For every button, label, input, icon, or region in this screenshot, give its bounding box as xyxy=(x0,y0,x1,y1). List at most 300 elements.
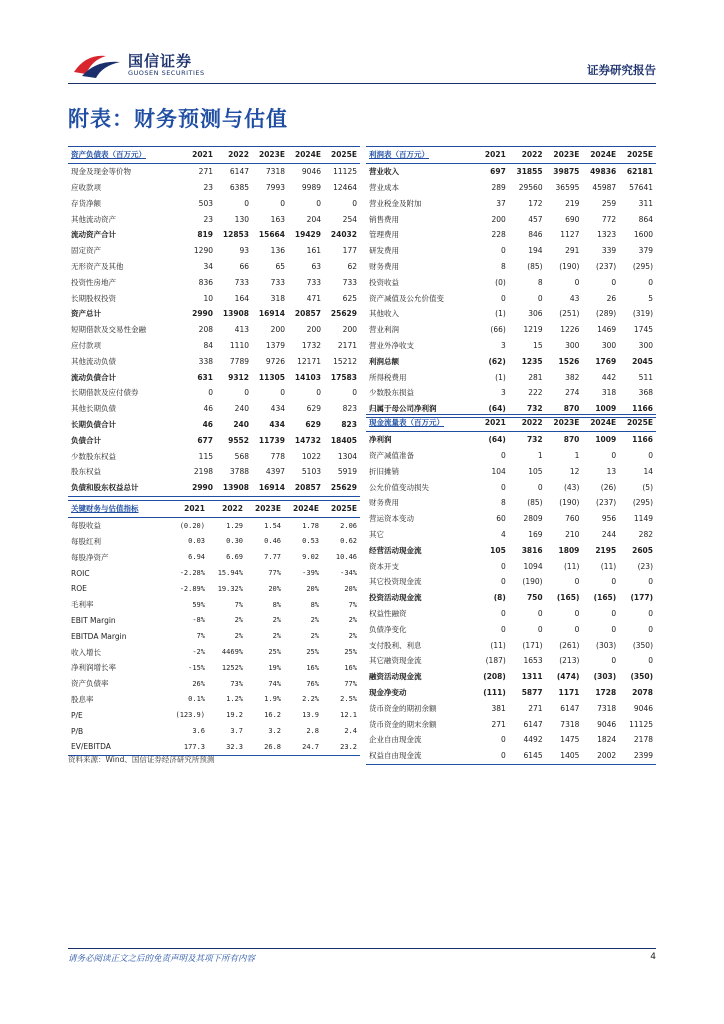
row-label: EBIT Margin xyxy=(71,615,116,625)
row-label: 毛利率 xyxy=(71,600,94,610)
cell-value: 7.77 xyxy=(264,553,281,562)
cell-value: 9552 xyxy=(228,435,249,445)
row-label: EBITDA Margin xyxy=(71,631,127,641)
cell-value: 2195 xyxy=(595,545,617,555)
cell-value: 36595 xyxy=(555,182,580,192)
cell-value: 0 xyxy=(574,277,580,287)
footer-disclaimer: 请务必阅读正文之后的免责声明及其项下所有内容 xyxy=(68,954,256,964)
table-title: 利润表（百万元） xyxy=(369,150,429,160)
cell-value: 0 xyxy=(574,608,580,618)
cell-value: 281 xyxy=(528,372,543,382)
cell-value: 2171 xyxy=(337,340,357,350)
cell-value: 0 xyxy=(501,735,506,745)
cell-value: 26 xyxy=(606,293,617,303)
table-row xyxy=(68,306,360,322)
cell-value: 300 xyxy=(565,340,580,350)
cell-value: 0 xyxy=(611,277,617,287)
cell-value: (474) xyxy=(556,672,580,682)
cell-value: 16% xyxy=(344,663,357,672)
table-row xyxy=(366,621,656,637)
cell-value: 49836 xyxy=(590,167,617,177)
cell-value: (261) xyxy=(559,640,580,650)
table-row xyxy=(68,322,360,338)
page-number: 4 xyxy=(650,952,656,962)
cell-value: 870 xyxy=(563,435,580,445)
cell-value: 5877 xyxy=(521,687,543,697)
row-label: 资产减值及公允价值变 xyxy=(369,293,444,303)
cell-value: 0 xyxy=(501,608,506,618)
cell-value: (303) xyxy=(593,672,617,682)
cell-value: 0 xyxy=(611,608,617,618)
table-row xyxy=(366,306,656,322)
cell-value: 2990 xyxy=(192,309,213,319)
row-label: 销售费用 xyxy=(369,214,399,224)
column-header: 2025E xyxy=(627,150,653,160)
table-row xyxy=(68,290,360,306)
cell-value: (5) xyxy=(642,482,653,492)
cell-value: 37 xyxy=(496,198,506,208)
table-row xyxy=(68,676,360,692)
cell-value: 2178 xyxy=(633,735,653,745)
cell-value: 733 xyxy=(270,277,285,287)
cell-value: 25% xyxy=(306,648,319,657)
cell-value: 0 xyxy=(501,561,506,571)
row-label: 其他流动资产 xyxy=(71,214,116,224)
cell-value: 1235 xyxy=(521,356,543,366)
key-indicators-table xyxy=(68,500,360,756)
table-header-row xyxy=(68,501,360,518)
cell-value: 2% xyxy=(348,632,357,641)
row-label: EV/EBITDA xyxy=(71,742,111,752)
table-row xyxy=(366,574,656,590)
cell-value: 1.29 xyxy=(226,521,243,530)
table-row xyxy=(68,581,360,597)
cell-value: 1.54 xyxy=(264,521,281,530)
table-header-row xyxy=(366,415,656,432)
cell-value: 0 xyxy=(537,624,543,634)
cell-value: 339 xyxy=(601,246,617,256)
cell-value: -39% xyxy=(302,569,319,578)
row-label: 其它投资现金流 xyxy=(369,577,422,587)
cell-value: 271 xyxy=(491,719,506,729)
cell-value: 413 xyxy=(234,325,249,335)
cell-value: 0.1% xyxy=(188,695,205,704)
table-row xyxy=(366,700,656,716)
cell-value: 0 xyxy=(352,388,357,398)
row-label: 现金及现金等价物 xyxy=(71,167,131,177)
cell-value: 1.2% xyxy=(226,695,243,704)
table-row xyxy=(366,290,656,306)
table-row xyxy=(68,707,360,723)
cell-value: 13.9 xyxy=(302,711,319,720)
cell-value: 62181 xyxy=(626,167,653,177)
column-header: 2022 xyxy=(521,418,543,428)
cell-value: 1653 xyxy=(523,656,543,666)
cell-value: 6147 xyxy=(560,703,580,713)
cell-value: 228 xyxy=(491,230,506,240)
cell-value: (171) xyxy=(522,640,543,650)
cell-value: 3.6 xyxy=(192,727,205,736)
cell-value: 46 xyxy=(203,404,213,414)
cell-value: 7318 xyxy=(597,703,617,713)
table-row xyxy=(68,180,360,196)
cell-value: 164 xyxy=(234,293,249,303)
cell-value: 2% xyxy=(348,616,357,625)
table-row xyxy=(366,716,656,732)
cell-value: 1745 xyxy=(633,325,653,335)
cell-value: 733 xyxy=(306,277,321,287)
cell-value: 1094 xyxy=(523,561,543,571)
column-header: 2025E xyxy=(627,418,653,428)
cell-value: 259 xyxy=(601,198,617,208)
cell-value: 760 xyxy=(565,514,580,524)
column-header: 2023E xyxy=(553,150,580,160)
cell-value: 32.3 xyxy=(226,742,243,751)
cell-value: 8 xyxy=(501,261,506,271)
table-row xyxy=(366,558,656,574)
column-header: 2024E xyxy=(590,418,617,428)
table-row xyxy=(366,353,656,369)
cell-value: 271 xyxy=(528,703,543,713)
cell-value: (123.9) xyxy=(175,711,205,720)
cell-value: 2% xyxy=(310,616,319,625)
table-row xyxy=(366,195,656,211)
table-row xyxy=(68,660,360,676)
row-label: 股息率 xyxy=(71,694,94,704)
cell-value: 6147 xyxy=(229,167,249,177)
table-row xyxy=(68,243,360,259)
cell-value: 172 xyxy=(528,198,543,208)
cell-value: 3788 xyxy=(229,467,249,477)
cell-value: 2% xyxy=(272,632,281,641)
column-header: 2023E xyxy=(553,418,580,428)
cell-value: 511 xyxy=(638,372,653,382)
cell-value: 9.02 xyxy=(302,553,319,562)
column-header: 2024E xyxy=(293,504,319,514)
cell-value: 629 xyxy=(306,404,321,414)
row-label: 公允价值变动损失 xyxy=(369,482,429,492)
row-label: 研发费用 xyxy=(369,246,399,256)
cell-value: (251) xyxy=(559,309,580,319)
row-label: 负债和股东权益总计 xyxy=(71,483,139,493)
table-row xyxy=(68,480,360,496)
cell-value: 1304 xyxy=(337,451,357,461)
cell-value: 16.2 xyxy=(264,711,281,720)
table-row xyxy=(366,653,656,669)
cell-value: 629 xyxy=(305,419,321,429)
table-row xyxy=(68,353,360,369)
cell-value: 368 xyxy=(638,388,653,398)
cell-value: (295) xyxy=(632,261,653,271)
page-header xyxy=(0,0,724,90)
cell-value: 2990 xyxy=(192,483,213,493)
table-row xyxy=(68,723,360,739)
row-label: 营业利润 xyxy=(369,325,399,335)
table-row xyxy=(68,517,360,533)
cell-value: 772 xyxy=(601,214,617,224)
cell-value: 7993 xyxy=(265,182,285,192)
row-label: 每股收益 xyxy=(71,521,101,531)
cell-value: (190) xyxy=(522,577,543,587)
cell-value: 677 xyxy=(197,435,213,445)
table-row xyxy=(68,338,360,354)
cell-value: (0) xyxy=(495,277,506,287)
cell-value: 0 xyxy=(648,577,653,587)
column-header: 2021 xyxy=(192,150,213,160)
row-label: 长期借款及应付债券 xyxy=(71,388,139,398)
cell-value: 732 xyxy=(526,435,543,445)
table-row xyxy=(68,259,360,275)
row-label: 固定资产 xyxy=(71,246,101,256)
row-label: 货币资金的期初余额 xyxy=(369,703,437,713)
cell-value: (319) xyxy=(632,309,653,319)
cell-value: 29560 xyxy=(518,182,543,192)
cell-value: 1252% xyxy=(221,663,243,672)
row-label: 财务费用 xyxy=(369,261,399,271)
table-row xyxy=(68,613,360,629)
cell-value: 778 xyxy=(270,451,285,461)
cell-value: 0 xyxy=(501,293,506,303)
table-row xyxy=(68,385,360,401)
cell-value: 200 xyxy=(306,325,321,335)
cell-value: 2809 xyxy=(523,514,543,524)
cell-value: 31855 xyxy=(516,167,543,177)
column-header: 2023E xyxy=(259,150,285,160)
indicators-block xyxy=(68,500,360,756)
cell-value: 204 xyxy=(306,214,321,224)
cell-value: (43) xyxy=(563,482,580,492)
cell-value: 864 xyxy=(638,214,653,224)
cell-value: 0.03 xyxy=(188,537,205,546)
row-label: 每股红利 xyxy=(71,536,101,546)
table-row xyxy=(366,637,656,653)
cell-value: -2.89% xyxy=(179,584,205,593)
row-label: 投资活动现金流 xyxy=(369,593,422,603)
cell-value: 631 xyxy=(197,372,213,382)
cell-value: 274 xyxy=(565,388,580,398)
cell-value: 2.2% xyxy=(302,695,319,704)
cell-value: (85) xyxy=(527,498,543,508)
table-title: 资产负债表（百万元） xyxy=(71,150,146,160)
cell-value: 6.94 xyxy=(188,553,205,562)
cell-value: 63 xyxy=(311,261,321,271)
cell-value: 8% xyxy=(272,600,281,609)
table-row xyxy=(366,685,656,701)
cell-value: 19.32% xyxy=(217,584,243,593)
cell-value: 1469 xyxy=(597,325,617,335)
table-row xyxy=(366,338,656,354)
cell-value: (165) xyxy=(556,593,580,603)
cell-value: 4397 xyxy=(265,467,285,477)
cell-value: 836 xyxy=(198,277,213,287)
cell-value: 10.46 xyxy=(335,553,357,562)
logo-name-en: GUOSEN SECURITIES xyxy=(128,69,205,77)
cell-value: 0 xyxy=(537,293,543,303)
cell-value: 194 xyxy=(528,246,543,256)
cell-value: 625 xyxy=(342,293,357,303)
cell-value: 24.7 xyxy=(302,742,319,751)
cell-value: 1290 xyxy=(193,246,213,256)
cell-value: 12171 xyxy=(297,356,321,366)
cell-value: 0 xyxy=(648,608,653,618)
logo-name-cn: 国信证券 xyxy=(128,52,193,70)
cell-value: 0 xyxy=(316,198,321,208)
cell-value: 62 xyxy=(347,261,357,271)
cell-value: -2.28% xyxy=(179,569,205,578)
table-row xyxy=(366,259,656,275)
cell-value: 9046 xyxy=(597,719,617,729)
row-label: 少数股东损益 xyxy=(369,388,414,398)
cell-value: 732 xyxy=(526,404,543,414)
cell-value: 23 xyxy=(203,214,213,224)
row-label: 应收款项 xyxy=(71,182,101,192)
row-label: 权益自由现金流 xyxy=(369,751,422,761)
cell-value: 2.8 xyxy=(306,727,319,736)
cell-value: 457 xyxy=(528,214,543,224)
cell-value: 0 xyxy=(352,198,357,208)
cell-value: 5 xyxy=(648,293,653,303)
row-label: 其他流动负债 xyxy=(71,356,116,366)
cell-value: (111) xyxy=(483,687,506,697)
cell-value: 23 xyxy=(203,182,213,192)
cell-value: 12.1 xyxy=(340,711,357,720)
cell-value: 10 xyxy=(203,293,213,303)
cell-value: 750 xyxy=(526,593,543,603)
table-row xyxy=(366,527,656,543)
row-label: 归属于母公司净利润 xyxy=(369,404,437,414)
row-label: 现金净变动 xyxy=(369,687,407,697)
cell-value: 819 xyxy=(197,230,213,240)
column-header: 2021 xyxy=(184,504,205,514)
cell-value: 163 xyxy=(270,214,285,224)
cell-value: 697 xyxy=(490,167,506,177)
cell-value: 105 xyxy=(490,545,506,555)
header-divider xyxy=(68,83,656,84)
cell-value: 4492 xyxy=(523,735,543,745)
cell-value: 13908 xyxy=(222,483,249,493)
cell-value: 1379 xyxy=(265,340,285,350)
row-label: 其他收入 xyxy=(369,309,399,319)
cell-value: 20% xyxy=(306,584,319,593)
cell-value: 956 xyxy=(601,514,617,524)
row-label: 营运资本变动 xyxy=(369,514,414,524)
cell-value: 0 xyxy=(208,388,213,398)
cell-value: 289 xyxy=(491,182,506,192)
row-label: 少数股东权益 xyxy=(71,451,116,461)
cell-value: 1219 xyxy=(523,325,543,335)
row-label: 资本开支 xyxy=(369,561,399,571)
cell-value: 254 xyxy=(342,214,357,224)
cell-value: 1824 xyxy=(597,735,617,745)
cell-value: 2605 xyxy=(632,545,653,555)
row-label: 负债合计 xyxy=(71,435,101,445)
cell-value: 13908 xyxy=(222,309,249,319)
cell-value: 20857 xyxy=(294,309,321,319)
table-row xyxy=(366,448,656,464)
cell-value: 73% xyxy=(230,679,243,688)
row-label: 每股净资产 xyxy=(71,552,109,562)
cell-value: 222 xyxy=(528,388,543,398)
row-label: 所得税费用 xyxy=(369,372,407,382)
row-label: 权益性融资 xyxy=(369,608,407,618)
table-row xyxy=(366,322,656,338)
row-label: 企业自由现金流 xyxy=(369,735,422,745)
cell-value: 0 xyxy=(611,577,617,587)
table-row xyxy=(366,180,656,196)
cell-value: 0 xyxy=(501,751,506,761)
row-label: ROE xyxy=(71,584,87,594)
cell-value: 11125 xyxy=(629,719,653,729)
cell-value: 177.3 xyxy=(183,742,205,751)
cell-value: 1732 xyxy=(301,340,321,350)
cell-value: 219 xyxy=(565,198,580,208)
cell-value: 16% xyxy=(306,663,319,672)
cell-value: (190) xyxy=(559,261,580,271)
row-label: 存货净额 xyxy=(71,198,101,208)
cell-value: 7318 xyxy=(560,719,580,729)
cell-value: 0.62 xyxy=(340,537,357,546)
cell-value: 5103 xyxy=(301,467,321,477)
cell-value: 5919 xyxy=(337,467,357,477)
cell-value: 14103 xyxy=(294,372,321,382)
cell-value: 39875 xyxy=(553,167,580,177)
cell-value: 11305 xyxy=(258,372,285,382)
cell-value: 2078 xyxy=(632,687,653,697)
cell-value: 4469% xyxy=(221,648,243,657)
table-row xyxy=(366,243,656,259)
table-row xyxy=(366,479,656,495)
table-row xyxy=(68,549,360,565)
cell-value: -8% xyxy=(192,616,205,625)
cell-value: -2% xyxy=(192,648,205,657)
cell-value: 18405 xyxy=(330,435,357,445)
cell-value: 2045 xyxy=(632,356,653,366)
cell-value: (208) xyxy=(483,672,506,682)
cell-value: (64) xyxy=(488,404,506,414)
table-row xyxy=(366,369,656,385)
cash-flow-table xyxy=(366,414,656,765)
row-label: 净利润增长率 xyxy=(71,663,116,673)
income-statement-block xyxy=(366,146,656,418)
cell-value: 74% xyxy=(268,679,281,688)
cell-value: 1149 xyxy=(633,514,653,524)
cell-value: 1 xyxy=(537,450,543,460)
table-row xyxy=(366,542,656,558)
row-label: 管理费用 xyxy=(369,230,399,240)
table-row xyxy=(68,432,360,448)
cell-value: 1809 xyxy=(558,545,580,555)
cell-value: 19% xyxy=(268,663,281,672)
cell-value: (11) xyxy=(600,561,617,571)
column-header: 2022 xyxy=(521,150,543,160)
cell-value: 2% xyxy=(234,616,243,625)
cell-value: 25% xyxy=(268,648,281,657)
table-row xyxy=(68,369,360,385)
table-row xyxy=(366,590,656,606)
cash-flow-block xyxy=(366,414,656,765)
cell-value: 1.9% xyxy=(264,695,281,704)
table-row xyxy=(366,463,656,479)
table-row xyxy=(68,644,360,660)
cell-value: 1526 xyxy=(558,356,580,366)
row-label: 应付款项 xyxy=(71,340,101,350)
table-row xyxy=(366,732,656,748)
cell-value: 1728 xyxy=(595,687,617,697)
table-row xyxy=(68,274,360,290)
row-label: 投资性房地产 xyxy=(71,277,116,287)
cell-value: 20% xyxy=(344,584,357,593)
page-title: 附表：财务预测与估值 xyxy=(68,107,288,131)
